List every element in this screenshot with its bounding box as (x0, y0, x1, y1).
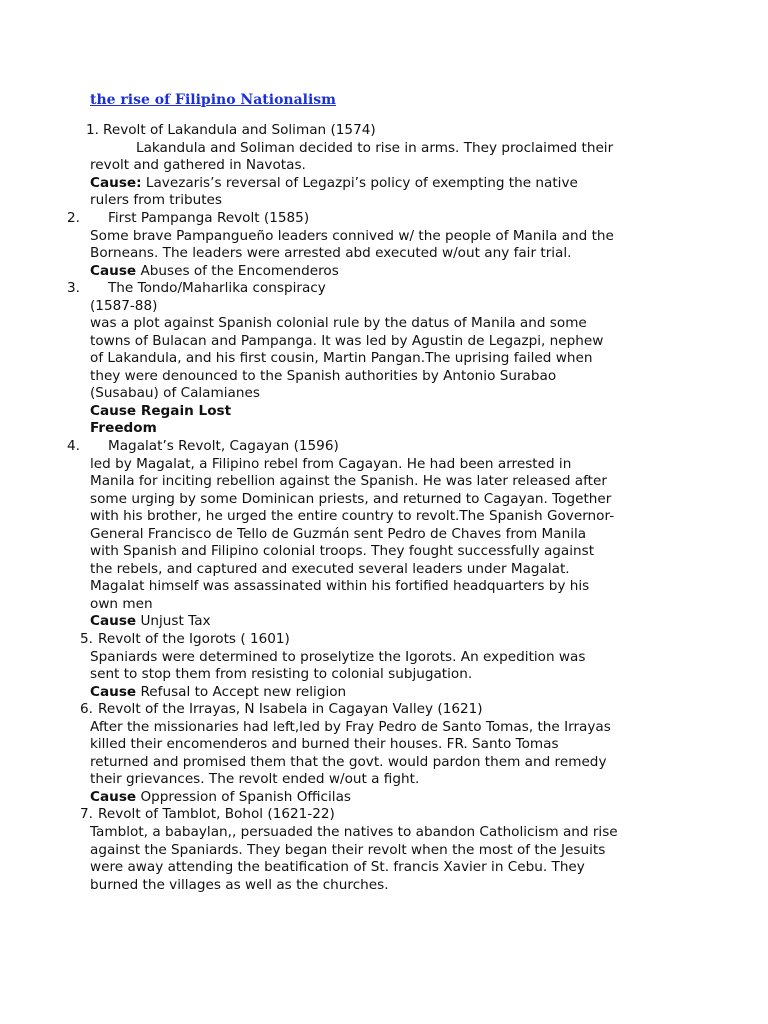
item-body-line: Manila for inciting rebellion against the Spanish. He was later released after (90, 473, 607, 489)
cause-label: Cause (90, 613, 137, 629)
item-body-line: Some brave Pampangueño leaders connived w/ the people of Manila and the (90, 228, 614, 244)
item-body-line: led by Magalat, a Filipino rebel from Cagayan. He had been arrested in (90, 456, 572, 472)
item-heading: First Pampanga Revolt (1585) (108, 210, 310, 226)
cause-text: rulers from tributes (90, 192, 223, 208)
item-body-line: against the Spaniards. They began their revolt when the most of the Jesuits (90, 842, 606, 858)
item-heading: Revolt of Lakandula and Soliman (1574) (103, 122, 376, 138)
item-body-line: Borneans. The leaders were arrested abd executed w/out any fair trial. (90, 245, 572, 261)
item-body-line: General Francisco de Tello de Guzmán sent Pedro de Chaves from Manila (90, 526, 587, 542)
item-body-line: burned the villages as well as the churches. (90, 877, 389, 893)
item-body-line: towns of Bulacan and Pampanga. It was led by Agustin de Legazpi, nephew (90, 333, 604, 349)
item-body-line: the rebels, and captured and executed several leaders under Magalat. (90, 561, 570, 577)
item-heading: Revolt of the Igorots ( 1601) (98, 631, 290, 647)
item-heading: Revolt of the Irrayas, N Isabela in Cagayan Valley (1621) (98, 701, 483, 717)
item-body-line: returned and promised them that the govt. would pardon them and remedy (90, 754, 607, 770)
item-number: 3. (67, 280, 80, 296)
item-heading: The Tondo/Maharlika conspiracy (108, 280, 326, 296)
item-body-line: they were denounced to the Spanish authorities by Antonio Surabao (90, 368, 557, 384)
item-body-line: were away attending the beatification of St. francis Xavier in Cebu. They (90, 859, 585, 875)
cause-text: Refusal to Accept new religion (140, 684, 347, 700)
item-heading: Magalat’s Revolt, Cagayan (1596) (108, 438, 339, 454)
item-body-line: sent to stop them from resisting to colonial subjugation. (90, 666, 473, 682)
item-body-line: with Spanish and Filipino colonial troops. They fought successfully against (90, 543, 595, 559)
item-body-line: own men (90, 596, 153, 612)
cause-label: Cause (90, 263, 137, 279)
cause-label: Cause: (90, 175, 142, 191)
cause-text: Oppression of Spanish Officilas (140, 789, 351, 805)
cause-label: Cause (90, 684, 137, 700)
cause-label: Cause (90, 789, 137, 805)
item-body-line: Magalat himself was assassinated within his fortified headquarters by his (90, 578, 590, 594)
item-number: 2. (67, 210, 80, 226)
item-body-line: of Lakandula, and his first cousin, Martin Pangan.The uprising failed when (90, 350, 593, 366)
item-body-line: some urging by some Dominican priests, and returned to Cagayan. Together (90, 491, 612, 507)
item-body-line: Spaniards were determined to proselytize the Igorots. An expedition was (90, 649, 586, 665)
cause-line (90, 175, 578, 193)
item-body-line: Tamblot, a babaylan,, persuaded the natives to abandon Catholicism and rise (90, 824, 618, 840)
item-number: 4. (67, 438, 80, 454)
cause-line (90, 789, 351, 807)
cause-text: Unjust Tax (140, 613, 211, 629)
item-number: 5. (80, 631, 93, 647)
item-number: 6. (80, 701, 93, 717)
cause-line (90, 263, 339, 281)
page-title[interactable]: the rise of Filipino Nationalism (90, 92, 336, 108)
item-body-line: killed their encomenderos and burned their houses. FR. Santo Tomas (90, 736, 559, 752)
item-number: 7. (80, 806, 93, 822)
item-body-line: (Susabau) of Calamianes (90, 385, 260, 401)
cause-line (90, 684, 346, 702)
item-body-line: their grievances. The revolt ended w/out a fight. (90, 771, 420, 787)
item-body-line: revolt and gathered in Navotas. (90, 157, 306, 173)
item-heading: Revolt of Tamblot, Bohol (1621-22) (98, 806, 335, 822)
cause-text: Freedom (90, 420, 157, 436)
cause-text: Abuses of the Encomenderos (140, 263, 339, 279)
item-number: 1. (86, 122, 99, 138)
item-body-line: Lakandula and Soliman decided to rise in arms. They proclaimed their (136, 140, 614, 156)
cause-label: Cause (90, 403, 137, 419)
cause-line (90, 403, 231, 421)
item-body-line: with his brother, he urged the entire country to revolt.The Spanish Governor- (90, 508, 615, 524)
cause-text: Lavezaris’s reversal of Legazpi’s policy of exempting the native (145, 175, 578, 191)
cause-text: Regain Lost (140, 403, 232, 419)
item-body-line: was a plot against Spanish colonial rule by the datus of Manila and some (90, 315, 587, 331)
item-heading-continued: (1587-88) (90, 298, 158, 314)
item-body-line: After the missionaries had left,led by Fray Pedro de Santo Tomas, the Irrayas (90, 719, 611, 735)
cause-line (90, 613, 211, 631)
